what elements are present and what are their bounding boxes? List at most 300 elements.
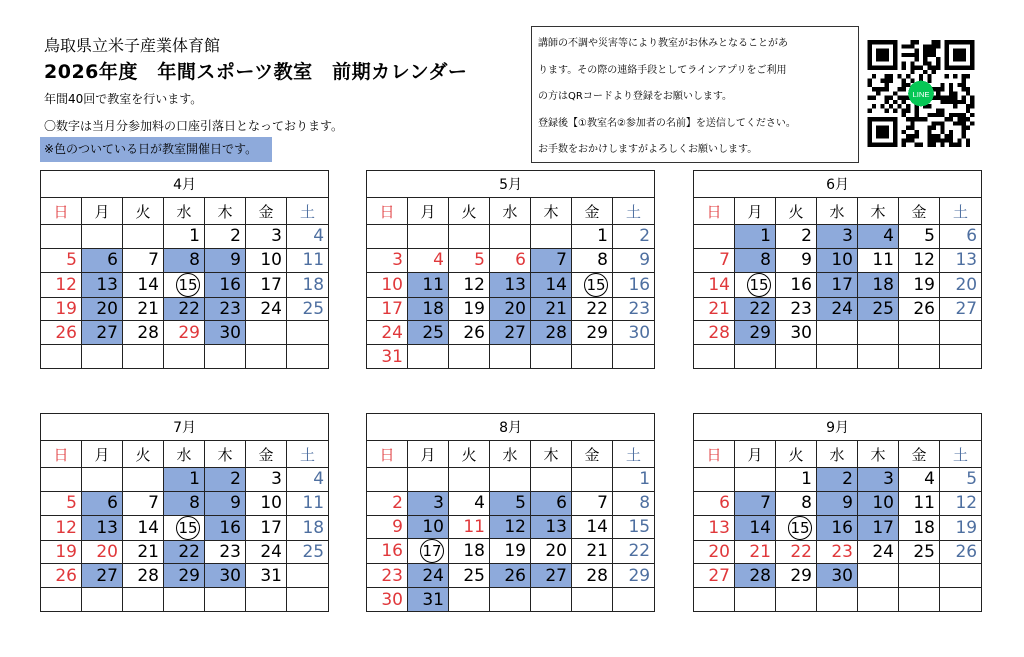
empty-cell [41,345,82,369]
weekday-header: 水 [164,441,205,468]
day-cell: 26 [449,321,490,345]
empty-cell [531,588,572,612]
empty-cell [572,468,613,492]
empty-cell [899,321,940,345]
empty-cell [205,345,246,369]
day-cell: 10 [367,272,408,297]
day-cell: 18 [408,297,449,321]
day-cell: 3 [408,491,449,515]
empty-cell [858,345,899,369]
weekday-header: 金 [246,198,287,225]
month-calendar [40,170,329,369]
day-cell: 5 [41,491,82,515]
day-cell: 25 [899,540,940,564]
day-cell: 2 [367,491,408,515]
weekday-header: 木 [858,198,899,225]
day-cell: 27 [694,564,735,588]
day-cell: 20 [82,540,123,564]
day-cell: 31 [408,588,449,612]
weekday-header: 金 [899,198,940,225]
empty-cell [735,468,776,492]
weekday-header: 土 [287,198,329,225]
empty-cell [164,345,205,369]
day-cell: 12 [899,248,940,272]
empty-cell [858,321,899,345]
weekday-header: 水 [490,198,531,225]
empty-cell [490,225,531,249]
day-cell: 6 [940,225,982,249]
day-cell: 5 [449,248,490,272]
day-cell: 2 [205,225,246,249]
empty-cell [82,225,123,249]
day-cell: 23 [205,297,246,321]
day-cell: 10 [858,491,899,515]
day-cell: 6 [82,491,123,515]
day-cell: 16 [817,515,858,540]
day-cell: 24 [246,540,287,564]
notice-line: 講師の不調や災害等により教室がお休みとなることがあ [538,38,788,49]
day-cell: 28 [694,321,735,345]
weekday-header: 月 [408,198,449,225]
month-calendar [693,170,982,369]
weekday-header: 月 [408,441,449,468]
empty-cell [613,345,655,369]
weekday-header: 土 [613,441,655,468]
day-cell [776,515,817,540]
day-cell: 7 [123,491,164,515]
empty-cell [694,588,735,612]
payment-day-circle: 15 [788,516,812,540]
day-cell: 25 [287,297,329,321]
weekday-header: 日 [41,198,82,225]
payment-day-circle: 17 [420,539,444,563]
weekday-header: 金 [572,198,613,225]
day-cell: 25 [449,564,490,588]
day-cell: 25 [408,321,449,345]
day-cell: 29 [572,321,613,345]
empty-cell [408,225,449,249]
weekday-header: 金 [572,441,613,468]
day-cell: 30 [367,588,408,612]
day-cell: 31 [246,564,287,588]
organization-name: 鳥取県立米子産業体育館 [44,36,221,55]
day-cell: 7 [694,248,735,272]
empty-cell [735,345,776,369]
month-label: 8月 [367,414,655,441]
day-cell: 3 [246,225,287,249]
day-cell: 9 [776,248,817,272]
payment-day-circle: 15 [584,273,608,297]
day-cell [735,272,776,297]
day-cell: 27 [82,564,123,588]
empty-cell [287,564,329,588]
day-cell: 7 [123,248,164,272]
day-cell: 13 [82,272,123,297]
empty-cell [449,468,490,492]
empty-cell [940,588,982,612]
day-cell: 26 [490,564,531,588]
line-logo-text: LINE [912,89,930,99]
day-cell: 3 [246,468,287,492]
day-cell: 7 [572,491,613,515]
empty-cell [205,588,246,612]
empty-cell [940,564,982,588]
day-cell: 4 [858,225,899,249]
day-cell: 20 [940,272,982,297]
notice-line: 登録後【①教室名②参加者の名前】を送信してください。 [538,117,796,129]
month-label: 7月 [41,414,329,441]
weekday-header: 日 [367,441,408,468]
day-cell: 13 [694,515,735,540]
day-cell: 29 [164,564,205,588]
day-cell: 27 [940,297,982,321]
day-cell: 30 [817,564,858,588]
day-cell: 10 [408,515,449,539]
weekday-header: 火 [776,441,817,468]
empty-cell [123,468,164,492]
day-cell: 1 [164,468,205,492]
day-cell: 6 [82,248,123,272]
weekday-header: 土 [613,198,655,225]
day-cell: 29 [613,564,655,588]
empty-cell [408,468,449,492]
day-cell: 21 [123,297,164,321]
empty-cell [858,564,899,588]
day-cell: 19 [41,297,82,321]
payment-day-circle: 15 [747,273,771,297]
weekday-header: 水 [817,198,858,225]
day-cell: 16 [205,515,246,540]
day-cell: 3 [367,248,408,272]
day-cell: 23 [613,297,655,321]
day-cell: 22 [572,297,613,321]
day-cell: 29 [735,321,776,345]
day-cell: 21 [572,539,613,564]
day-cell: 30 [205,321,246,345]
day-cell: 1 [572,225,613,249]
day-cell: 18 [449,539,490,564]
day-cell: 4 [899,468,940,492]
weekday-header: 火 [449,441,490,468]
weekday-header: 土 [940,441,982,468]
weekday-header: 木 [205,441,246,468]
day-cell: 14 [572,515,613,539]
empty-cell [899,588,940,612]
empty-cell [123,225,164,249]
day-cell: 5 [490,491,531,515]
day-cell: 17 [246,515,287,540]
day-cell: 17 [858,515,899,540]
day-cell: 4 [287,225,329,249]
day-cell: 10 [817,248,858,272]
day-cell: 24 [367,321,408,345]
empty-cell [123,345,164,369]
day-cell: 9 [205,248,246,272]
empty-cell [41,588,82,612]
day-cell: 23 [367,564,408,588]
day-cell: 6 [490,248,531,272]
day-cell: 2 [776,225,817,249]
empty-cell [531,345,572,369]
day-cell: 11 [287,491,329,515]
weekday-header: 木 [858,441,899,468]
empty-cell [899,345,940,369]
day-cell: 22 [776,540,817,564]
empty-cell [490,345,531,369]
day-cell: 28 [572,564,613,588]
day-cell: 13 [940,248,982,272]
day-cell: 25 [858,297,899,321]
day-cell: 24 [817,297,858,321]
day-cell: 16 [776,272,817,297]
weekday-header: 木 [205,198,246,225]
day-cell: 7 [531,248,572,272]
day-cell: 13 [531,515,572,539]
weekday-header: 月 [82,198,123,225]
month-label: 9月 [694,414,982,441]
weekday-header: 火 [123,198,164,225]
empty-cell [694,225,735,249]
day-cell: 5 [41,248,82,272]
day-cell: 9 [367,515,408,539]
day-cell: 28 [531,321,572,345]
day-cell: 22 [613,539,655,564]
day-cell [164,515,205,540]
empty-cell [246,345,287,369]
month-calendar [366,413,655,612]
payment-day-circle: 15 [176,516,200,540]
day-cell: 14 [531,272,572,297]
empty-cell [164,588,205,612]
empty-cell [817,588,858,612]
day-cell: 26 [41,321,82,345]
day-cell: 27 [82,321,123,345]
day-cell: 16 [613,272,655,297]
day-cell: 28 [123,564,164,588]
day-cell: 27 [531,564,572,588]
day-cell: 9 [205,491,246,515]
weekday-header: 火 [449,198,490,225]
day-cell: 18 [858,272,899,297]
day-cell: 24 [858,540,899,564]
day-cell: 13 [82,515,123,540]
day-cell: 24 [408,564,449,588]
class-count-note: 年間40回で教室を行います。 [44,92,203,106]
empty-cell [776,345,817,369]
notice-line: ります。その際の連絡手段としてラインアプリをご利用 [538,64,787,76]
day-cell: 25 [287,540,329,564]
day-cell: 3 [817,225,858,249]
empty-cell [287,321,329,345]
empty-cell [817,321,858,345]
day-cell: 20 [531,539,572,564]
month-label: 5月 [367,171,655,198]
day-cell: 6 [531,491,572,515]
empty-cell [408,345,449,369]
day-cell: 4 [449,491,490,515]
day-cell: 5 [899,225,940,249]
day-cell: 4 [408,248,449,272]
weekday-header: 月 [82,441,123,468]
day-cell: 17 [246,272,287,297]
weekday-header: 水 [817,441,858,468]
day-cell: 2 [817,468,858,492]
day-cell: 19 [940,515,982,540]
empty-cell [776,588,817,612]
line-qr-code[interactable] [865,40,977,147]
day-cell [408,539,449,564]
day-cell: 12 [940,491,982,515]
day-cell: 15 [613,515,655,539]
day-cell: 30 [776,321,817,345]
day-cell: 30 [613,321,655,345]
legend-note: ※色のついている日が教室開催日です。 [40,137,272,162]
day-cell: 18 [287,272,329,297]
weekday-header: 木 [531,198,572,225]
day-cell: 8 [735,248,776,272]
day-cell: 10 [246,491,287,515]
weekday-header: 水 [490,441,531,468]
day-cell: 22 [164,297,205,321]
payment-note: 〇数字は当月分参加料の口座引落日となっております。 [44,119,344,133]
empty-cell [490,588,531,612]
empty-cell [449,225,490,249]
empty-cell [246,321,287,345]
empty-cell [367,468,408,492]
day-cell: 14 [123,515,164,540]
day-cell: 17 [817,272,858,297]
day-cell: 23 [817,540,858,564]
day-cell: 11 [858,248,899,272]
payment-day-circle: 15 [176,273,200,297]
weekday-header: 水 [164,198,205,225]
day-cell: 19 [899,272,940,297]
day-cell: 10 [246,248,287,272]
empty-cell [735,588,776,612]
day-cell: 20 [694,540,735,564]
empty-cell [123,588,164,612]
day-cell: 21 [694,297,735,321]
day-cell: 14 [123,272,164,297]
day-cell: 2 [613,225,655,249]
day-cell: 14 [694,272,735,297]
weekday-header: 月 [735,198,776,225]
weekday-header: 日 [694,441,735,468]
day-cell: 26 [41,564,82,588]
empty-cell [367,225,408,249]
notice-line: の方はQRコードより登録をお願いします。 [538,91,733,102]
day-cell: 18 [287,515,329,540]
empty-cell [449,588,490,612]
weekday-header: 土 [940,198,982,225]
empty-cell [899,564,940,588]
empty-cell [41,468,82,492]
weekday-header: 火 [776,198,817,225]
page-title: 2026年度 年間スポーツ教室 前期カレンダー [44,61,468,83]
month-label: 6月 [694,171,982,198]
day-cell: 17 [367,297,408,321]
empty-cell [82,588,123,612]
weekday-header: 日 [694,198,735,225]
empty-cell [490,468,531,492]
day-cell: 28 [735,564,776,588]
day-cell: 20 [490,297,531,321]
day-cell: 14 [735,515,776,540]
empty-cell [572,588,613,612]
weekday-header: 金 [246,441,287,468]
day-cell: 21 [735,540,776,564]
day-cell: 1 [164,225,205,249]
empty-cell [817,345,858,369]
day-cell: 11 [449,515,490,539]
day-cell: 8 [164,491,205,515]
day-cell: 30 [205,564,246,588]
day-cell: 8 [613,491,655,515]
weekday-header: 土 [287,441,329,468]
day-cell: 8 [164,248,205,272]
day-cell: 22 [164,540,205,564]
month-label: 4月 [41,171,329,198]
empty-cell [940,321,982,345]
day-cell: 19 [449,297,490,321]
day-cell: 11 [899,491,940,515]
day-cell: 21 [531,297,572,321]
day-cell: 29 [776,564,817,588]
day-cell: 8 [776,491,817,515]
day-cell: 31 [367,345,408,369]
day-cell: 7 [735,491,776,515]
day-cell [572,272,613,297]
empty-cell [531,225,572,249]
day-cell: 3 [858,468,899,492]
day-cell: 16 [205,272,246,297]
day-cell: 12 [41,272,82,297]
day-cell: 23 [776,297,817,321]
empty-cell [694,468,735,492]
weekday-header: 月 [735,441,776,468]
weekday-header: 日 [41,441,82,468]
day-cell: 21 [123,540,164,564]
weekday-header: 木 [531,441,572,468]
day-cell: 12 [449,272,490,297]
weekday-header: 金 [899,441,940,468]
day-cell: 20 [82,297,123,321]
day-cell: 1 [776,468,817,492]
day-cell: 1 [613,468,655,492]
day-cell [164,272,205,297]
day-cell: 8 [572,248,613,272]
notice-line: お手数をおかけしますがよろしくお願いします。 [538,144,758,155]
month-calendar [693,413,982,612]
day-cell: 12 [490,515,531,539]
day-cell: 27 [490,321,531,345]
empty-cell [694,345,735,369]
day-cell: 18 [899,515,940,540]
empty-cell [613,588,655,612]
day-cell: 26 [940,540,982,564]
empty-cell [41,225,82,249]
day-cell: 22 [735,297,776,321]
empty-cell [287,588,329,612]
day-cell: 9 [817,491,858,515]
day-cell: 9 [613,248,655,272]
month-calendar [40,413,329,612]
day-cell: 24 [246,297,287,321]
weekday-header: 日 [367,198,408,225]
empty-cell [940,345,982,369]
notice-box [531,26,859,163]
empty-cell [287,345,329,369]
